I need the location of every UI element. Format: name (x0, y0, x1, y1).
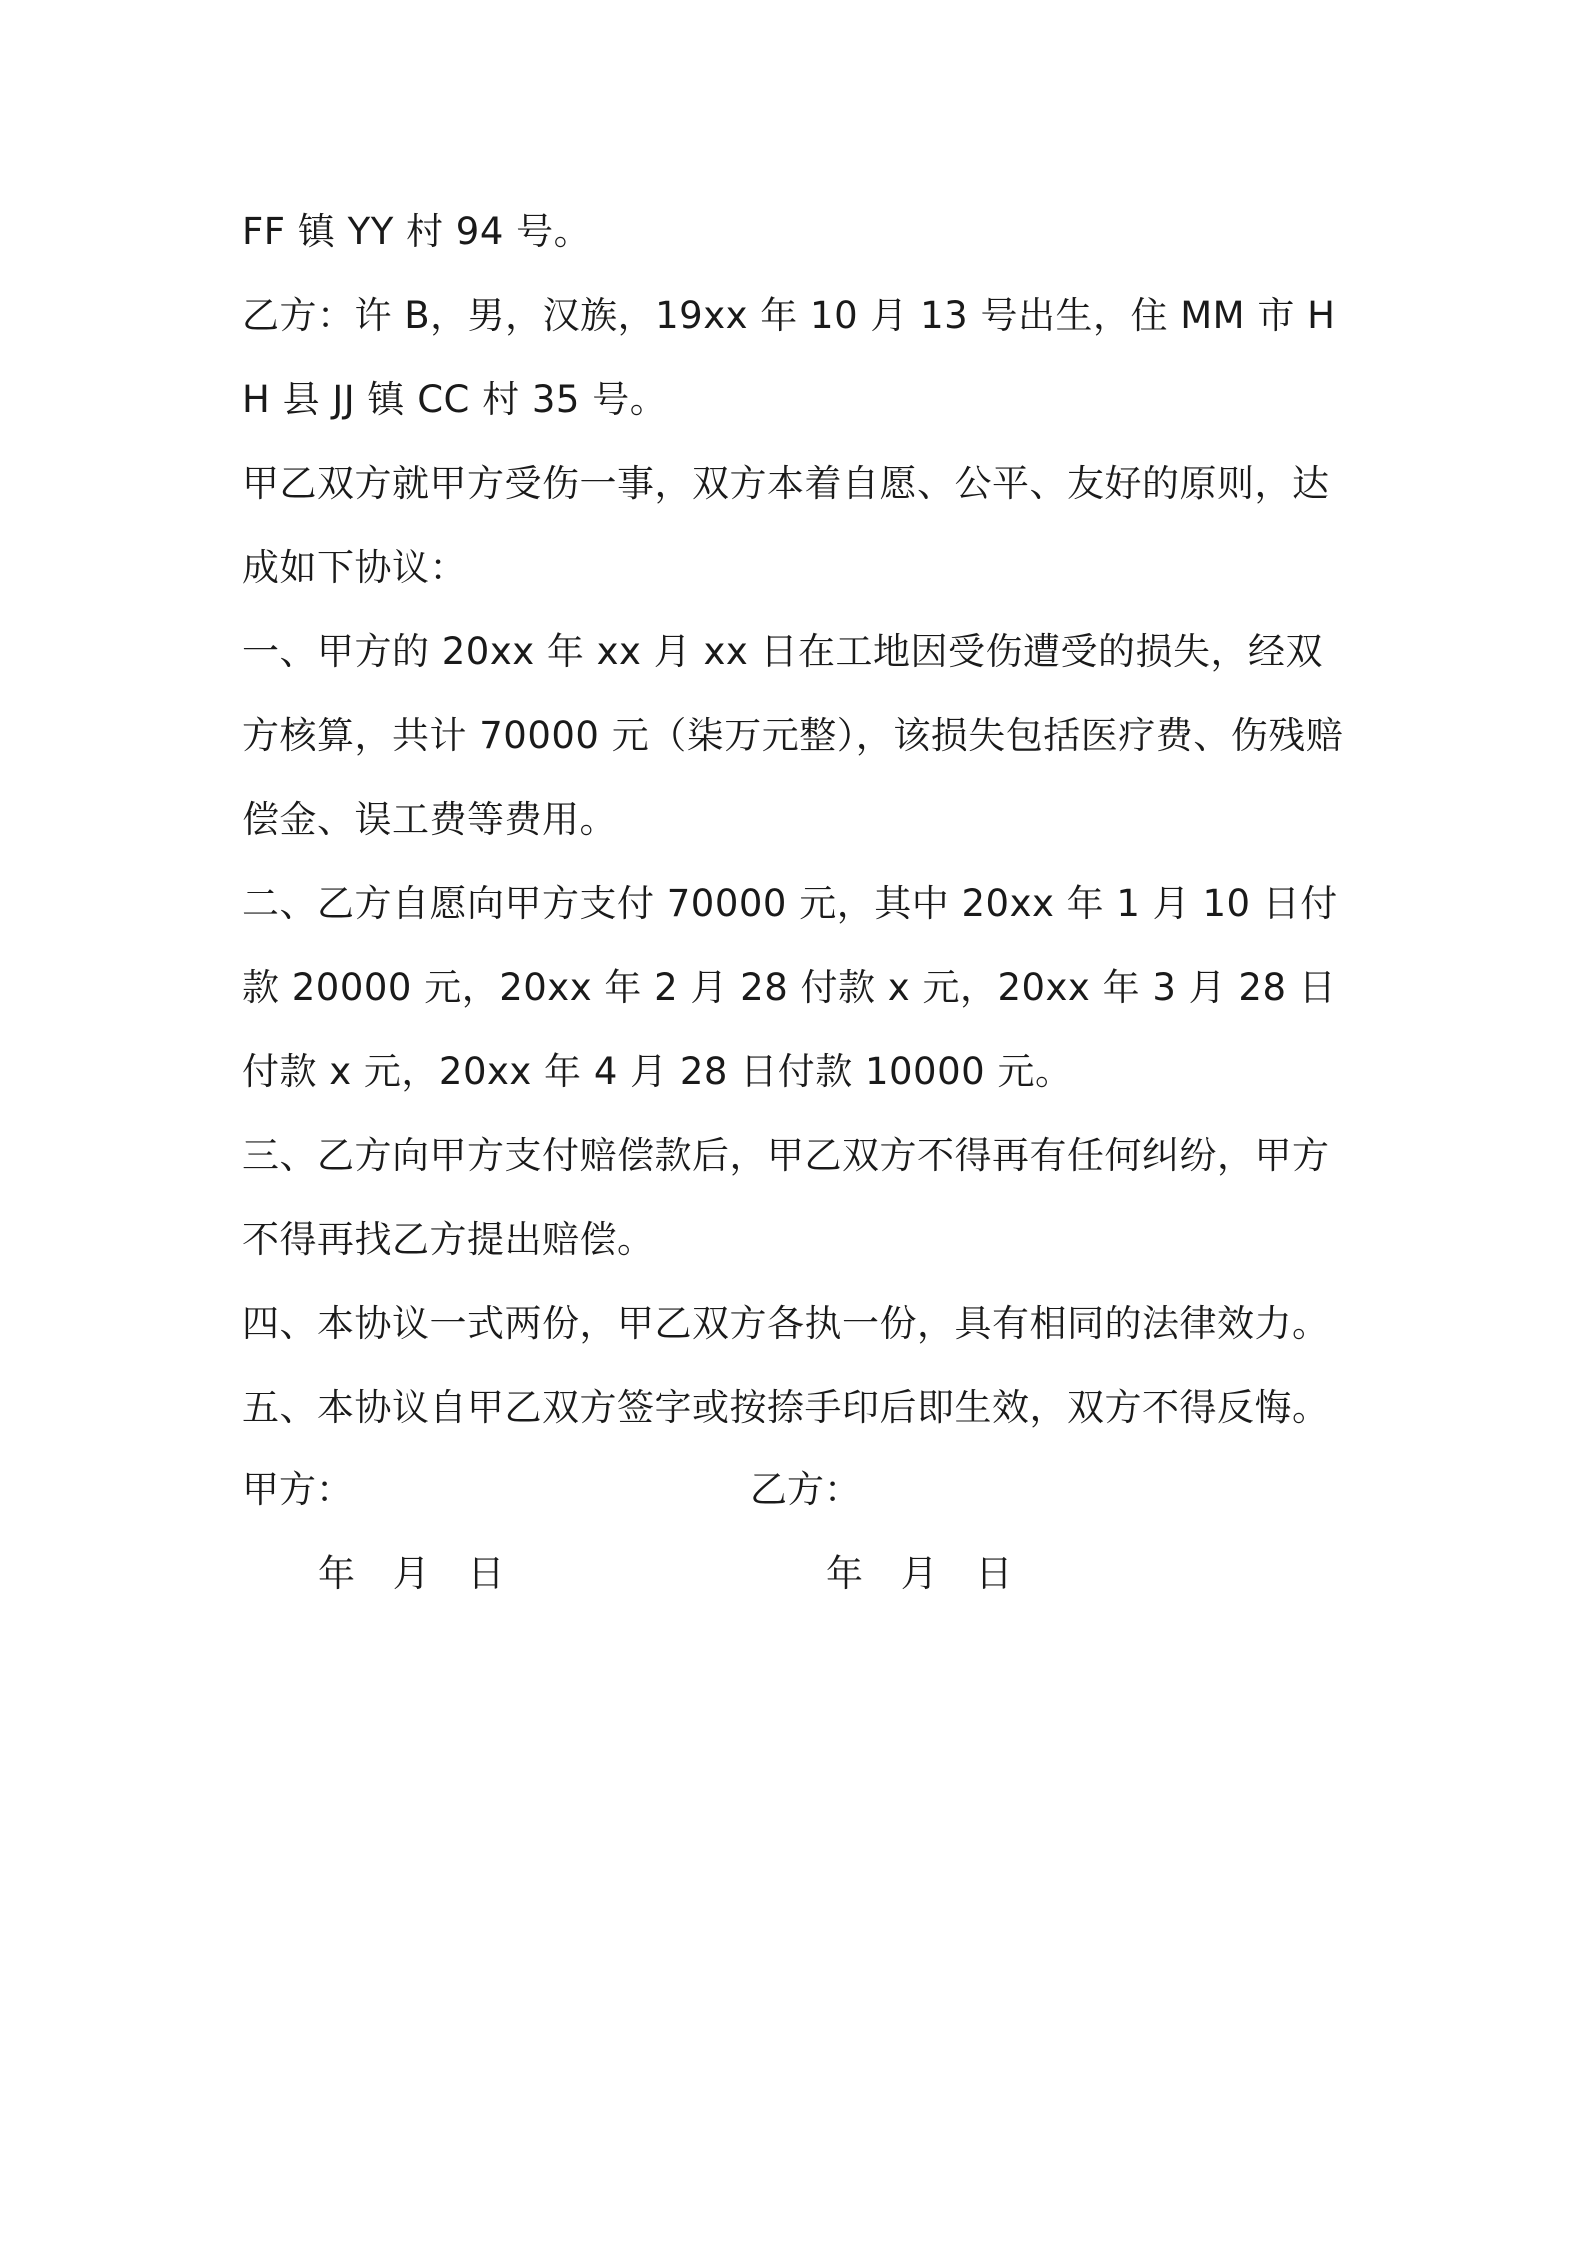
clause-4: 四、本协议一式两份，甲乙双方各执一份，具有相同的法律效力。 (242, 1302, 1330, 1345)
party-a-date: 年 月 日 (318, 1552, 505, 1595)
agreement-body (242, 190, 1352, 1450)
party-b-date: 年 月 日 (826, 1552, 1013, 1595)
clause-5: 五、本协议自甲乙双方签字或按捺手印后即生效，双方不得反悔。 (242, 1386, 1330, 1429)
paragraph-address-a: FF 镇 YY 村 94 号。 (242, 210, 592, 253)
party-b-signature-label: 乙方： (750, 1468, 861, 1511)
clause-2: 二、乙方自愿向甲方支付 70000 元，其中 20xx 年 1 月 10 日付款 20000 元，20xx 年 2 月 28 付款 x 元，20xx 年 3 月 28 日付款 x 元，20xx 年 4 月 28 日付款 10000 元。 (242, 882, 1338, 1093)
signature-row (242, 1448, 1352, 1532)
clause-3: 三、乙方向甲方支付赔偿款后，甲乙双方不得再有任何纠纷，甲方不得再找乙方提出赔偿。 (242, 1134, 1330, 1261)
party-a-signature-label: 甲方： (242, 1468, 353, 1511)
paragraph-intro: 甲乙双方就甲方受伤一事，双方本着自愿、公平、友好的原则，达成如下协议： (242, 462, 1330, 589)
date-row (242, 1532, 1352, 1616)
paragraph-party-b: 乙方：许 B，男，汉族，19xx 年 10 月 13 号出生，住 MM 市 HH 县 JJ 镇 CC 村 35 号。 (242, 294, 1336, 421)
clause-1: 一、甲方的 20xx 年 xx 月 xx 日在工地因受伤遭受的损失，经双方核算，共计 70000 元（柒万元整），该损失包括医疗费、伤残赔偿金、误工费等费用。 (242, 630, 1344, 841)
